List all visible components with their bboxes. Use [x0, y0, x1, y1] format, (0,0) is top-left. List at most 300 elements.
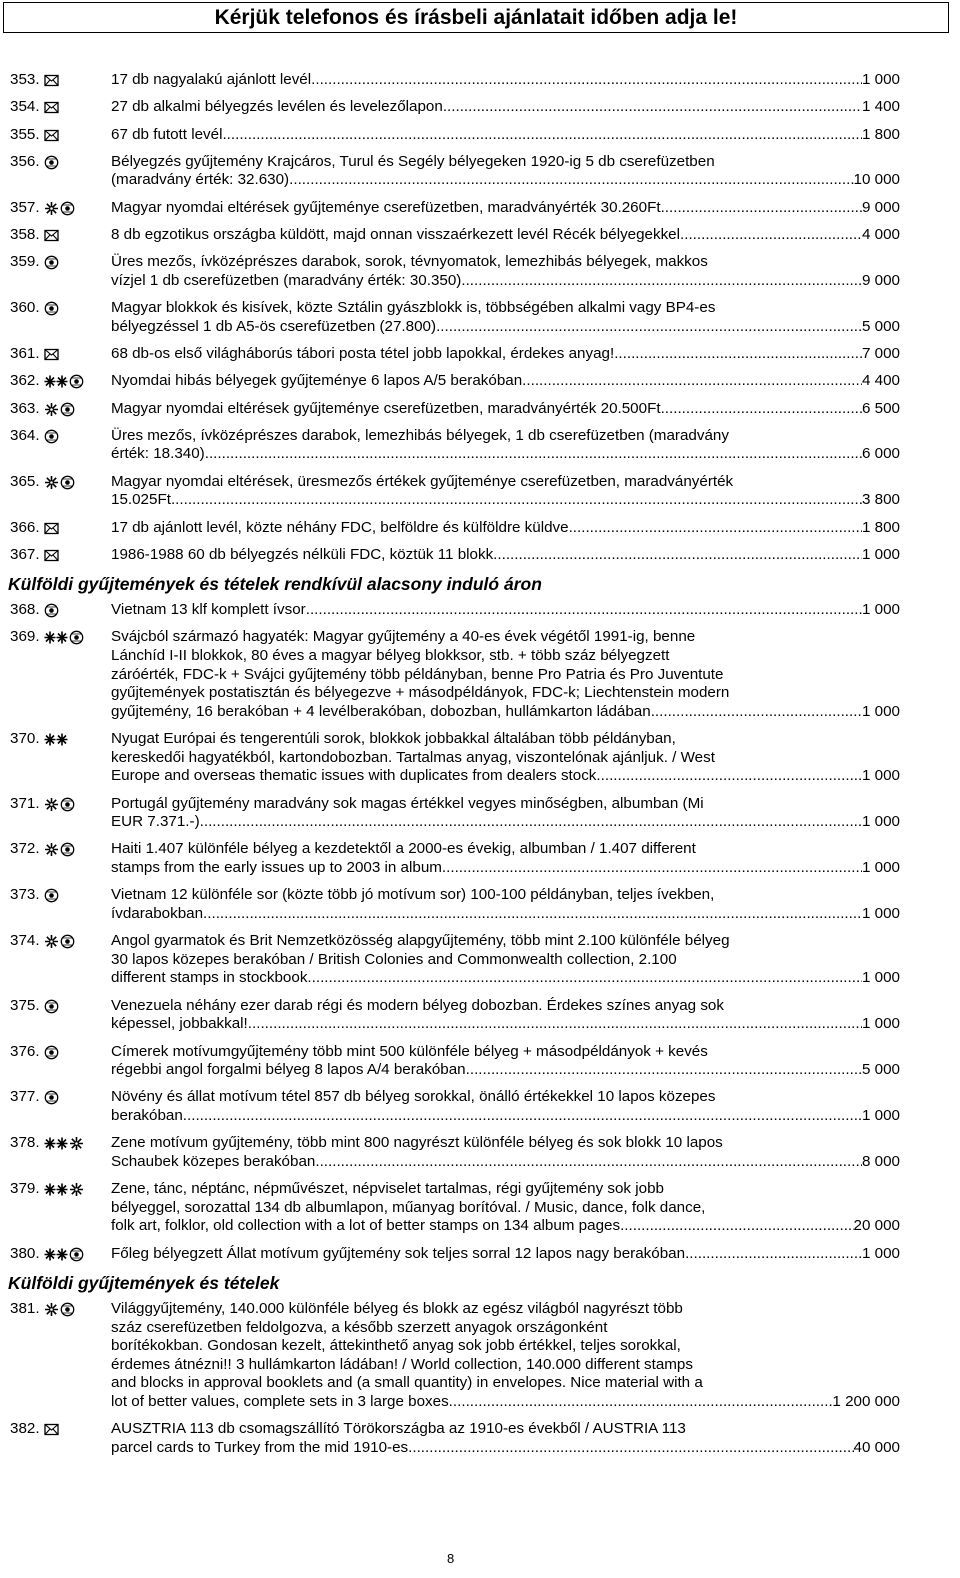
envelope-icon [44, 228, 59, 243]
description-line [111, 272, 900, 291]
description-text: képessel, jobbakkal! [111, 1015, 248, 1033]
lot-number: 377. [10, 1088, 40, 1106]
description-line [111, 199, 900, 218]
mint-nh-icon [44, 630, 68, 645]
lot-description [111, 840, 900, 877]
lot-number: 354. [10, 98, 40, 116]
dot-leader [222, 126, 862, 145]
lot-number: 371. [10, 794, 40, 812]
starting-price: 8 000 [861, 1152, 900, 1170]
description-text: EUR 7.371.-) [111, 813, 200, 831]
lot-item [10, 1300, 900, 1412]
dot-leader [205, 445, 862, 464]
cancelled-icon [44, 255, 59, 270]
lot-item [10, 730, 900, 786]
condition-icons [44, 199, 111, 218]
dot-leader [311, 71, 862, 90]
lot-description [111, 628, 900, 721]
lot-description [111, 1245, 900, 1264]
dot-leader [665, 400, 862, 419]
starting-price: 4 000 [861, 226, 900, 243]
lot-item [10, 1245, 900, 1264]
description-line [111, 1439, 900, 1458]
description-line [111, 491, 900, 510]
description-text: AUSZTRIA 113 db csomagszállító Törökországba az 1910-es évekből / AUSTRIA 113 [111, 1420, 686, 1438]
description-line [111, 1337, 900, 1356]
description-line [111, 299, 900, 318]
description-text: Venezuela néhány ezer darab régi és modern bélyeg dobozban. Érdekes színes anyag sok [111, 996, 724, 1014]
description-line [111, 1420, 900, 1439]
lot-description [111, 730, 900, 786]
description-text: száz cserefüzetben feldolgozva, a később szerzett anyagok országonként [111, 1318, 608, 1336]
lot-item [10, 840, 900, 877]
starting-price: 1 000 [861, 702, 900, 720]
description-text: Bélyegzés gyűjtemény Krajcáros, Turul és Segély bélyegeken 1920-ig 5 db cserefüzetben [111, 152, 715, 170]
description-line [111, 1217, 900, 1236]
starting-price: 1 800 [861, 518, 900, 536]
lot-description [111, 997, 900, 1034]
condition-icons [44, 997, 111, 1034]
lot-description [111, 1300, 900, 1412]
description-line [111, 1015, 900, 1034]
description-text: Főleg bélyegzett Állat motívum gyűjtemény sok teljes sorral 12 lapos nagy berakóban [111, 1244, 686, 1262]
cancelled-icon [69, 374, 84, 389]
description-line [111, 1088, 900, 1107]
lot-description [111, 795, 900, 832]
mint-nh-icon [44, 1182, 68, 1197]
lot-description [111, 299, 900, 336]
page-banner: Kérjük telefonos és írásbeli ajánlatait időben adja le! [3, 2, 949, 33]
starting-price: 9 000 [861, 198, 900, 216]
description-text: Zene motívum gyűjtemény, több mint 800 nagyrészt különféle bélyeg és sok blokk 10 lapos [111, 1134, 723, 1152]
description-text: 1986-1988 60 db bélyegzés nélküli FDC, köztük 11 blokk [111, 545, 494, 563]
description-line [111, 684, 900, 703]
description-line [111, 1374, 900, 1393]
condition-icons [44, 1245, 111, 1264]
starting-price: 7 000 [861, 345, 900, 363]
lot-number: 373. [10, 886, 40, 904]
description-text: Világgyűjtemény, 140.000 különféle bélyeg és blokk az egész világból nagyrészt több [111, 1299, 683, 1317]
dot-leader [436, 318, 862, 337]
description-line [111, 997, 900, 1016]
description-text: Magyar nyomdai eltérések gyűjteménye cserefüzetben, maradványérték 20.500Ft. [111, 399, 665, 417]
description-text: Vietnam 12 különféle sor (közte több jó motívum sor) 100-100 példányban, teljes ívekben, [111, 886, 715, 904]
cancelled-icon [44, 155, 59, 170]
starting-price: 1 000 [861, 1015, 900, 1033]
lot-item [10, 98, 900, 117]
condition-icons [44, 932, 111, 988]
lot-description [111, 427, 900, 464]
condition-icons [44, 427, 111, 464]
lot-description [111, 1180, 900, 1236]
mint-hinged-icon [69, 1182, 84, 1197]
dot-leader [175, 491, 862, 510]
lot-item [10, 519, 900, 538]
cancelled-icon [60, 842, 75, 857]
condition-icons [44, 299, 111, 336]
section-heading: Külföldi gyűjtemények és tételek [8, 1272, 280, 1293]
description-text: Schaubek közepes berakóban [111, 1152, 316, 1170]
lot-item [10, 1420, 900, 1457]
dot-leader [307, 969, 862, 988]
description-text: 68 db-os első világháborús tábori posta tétel jobb lapokkal, érdekes anyag! [111, 345, 615, 363]
starting-price: 40 000 [853, 1438, 900, 1456]
description-line [111, 703, 900, 722]
starting-price: 6 000 [861, 445, 900, 463]
dot-leader [522, 372, 862, 391]
lot-item [10, 427, 900, 464]
condition-icons [44, 153, 111, 190]
condition-icons [44, 71, 111, 90]
description-line [111, 1356, 900, 1375]
auction-lot-list [10, 71, 900, 1466]
condition-icons [44, 126, 111, 145]
description-text: 15.025Ft. [111, 491, 176, 509]
description-text: Magyar nyomdai eltérések, üresmezős értékek gyűjteménye cserefüzetben, maradványérték [111, 472, 734, 490]
lot-number: 368. [10, 601, 40, 619]
description-text: and blocks in approval booklets and (a small quantity) in envelopes. Nice material with a [111, 1374, 703, 1392]
description-text: érték: 18.340) [111, 445, 205, 463]
lot-description [111, 1134, 900, 1171]
description-text: Címerek motívumgyűjtemény több mint 500 különféle bélyeg + másodpéldányok + kevés [111, 1042, 708, 1060]
condition-icons [44, 795, 111, 832]
mint-hinged-icon [44, 934, 59, 949]
dot-leader [466, 1061, 862, 1080]
description-line [111, 951, 900, 970]
mint-hinged-icon [44, 475, 59, 490]
starting-price: 1 000 [861, 1107, 900, 1125]
lot-number: 357. [10, 198, 40, 216]
lot-item [10, 153, 900, 190]
description-text: Vietnam 13 klf komplett ívsor [111, 601, 306, 619]
description-line [111, 886, 900, 905]
cancelled-icon [69, 1247, 84, 1262]
starting-price: 1 000 [861, 1244, 900, 1262]
lot-item [10, 886, 900, 923]
envelope-icon [44, 521, 59, 536]
description-text: lot of better values, complete sets in 3 large boxes. [111, 1392, 453, 1410]
lot-number: 381. [10, 1299, 40, 1317]
starting-price: 1 000 [861, 859, 900, 877]
description-line [111, 400, 900, 419]
description-text: different stamps in stockbook [111, 969, 308, 987]
dot-leader [685, 1245, 862, 1264]
description-line [111, 1134, 900, 1153]
description-text: Magyar blokkok és kisívek, közte Sztálin gyászblokk is, többségében alkalmi vagy BP4-es [111, 299, 716, 317]
description-text: vízjel 1 db cserefüzetben (maradvány érték: 30.350) [111, 271, 462, 289]
starting-price: 1 000 [861, 904, 900, 922]
dot-leader [200, 813, 862, 832]
description-line [111, 905, 900, 924]
dot-leader [203, 905, 862, 924]
description-text: Növény és állat motívum tétel 857 db bélyeg sorokkal, önálló értékekkel 10 lapos közepes [111, 1088, 716, 1106]
cancelled-icon [44, 603, 59, 618]
lot-item [10, 226, 900, 245]
cancelled-icon [60, 402, 75, 417]
lot-number: 380. [10, 1244, 40, 1262]
lot-description [111, 546, 900, 565]
starting-price: 3 800 [861, 491, 900, 509]
description-text: stamps from the early issues up to 2003 in album [111, 859, 442, 877]
starting-price: 1 200 000 [832, 1392, 900, 1410]
lot-description [111, 1420, 900, 1457]
description-text: záróérték, FDC-k + Svájci gyűjtemény több példányban, benne Pro Patria és Pro Juventute [111, 665, 724, 683]
cancelled-icon [44, 429, 59, 444]
dot-leader [680, 226, 862, 245]
description-text: (maradvány érték: 32.630) [111, 171, 290, 189]
lot-number: 358. [10, 226, 40, 243]
lot-item [10, 1134, 900, 1171]
lot-description [111, 519, 900, 538]
condition-icons [44, 730, 111, 786]
description-line [111, 795, 900, 814]
mint-hinged-icon [44, 402, 59, 417]
lot-item [10, 932, 900, 988]
condition-icons [44, 1043, 111, 1080]
envelope-icon [44, 1422, 59, 1437]
mint-nh-icon [44, 374, 68, 389]
lot-description [111, 1043, 900, 1080]
description-line [111, 71, 900, 90]
condition-icons [44, 1300, 111, 1412]
description-line [111, 1043, 900, 1062]
lot-description [111, 199, 900, 218]
description-line [111, 1199, 900, 1218]
lot-description [111, 400, 900, 419]
description-text: folk art, folklor, old collection with a lot of better stamps on 134 album pages [111, 1217, 621, 1235]
description-text: Lánchíd I-II blokkok, 80 éves a magyar bélyeg blokksor, stb. + több száz bélyegzett [111, 647, 670, 665]
dot-leader [289, 171, 853, 190]
description-line [111, 1061, 900, 1080]
lot-number: 374. [10, 932, 40, 950]
description-line [111, 226, 900, 245]
dot-leader [620, 1217, 853, 1236]
dot-leader [614, 345, 862, 364]
description-line [111, 473, 900, 492]
dot-leader [443, 98, 862, 117]
dot-leader [183, 1107, 862, 1126]
lot-description [111, 372, 900, 391]
lot-description [111, 253, 900, 290]
starting-price: 5 000 [861, 317, 900, 335]
description-line [111, 1180, 900, 1199]
lot-description [111, 886, 900, 923]
dot-leader [306, 601, 862, 620]
envelope-icon [44, 128, 59, 143]
description-line [111, 546, 900, 565]
lot-description [111, 473, 900, 510]
dot-leader [569, 519, 862, 538]
description-text: Nyomdai hibás bélyegek gyűjteménye 6 lapos A/5 berakóban [111, 372, 523, 390]
lot-item [10, 126, 900, 145]
dot-leader [665, 199, 862, 218]
description-line [111, 1107, 900, 1126]
lot-item [10, 1180, 900, 1236]
description-line [111, 253, 900, 272]
lot-number: 369. [10, 628, 40, 646]
lot-number: 376. [10, 1042, 40, 1060]
lot-item [10, 628, 900, 721]
description-line [111, 126, 900, 145]
cancelled-icon [44, 301, 59, 316]
description-text: Üres mezős, ívközéprészes darabok, lemezhibás bélyegek, 1 db cserefüzetben (maradvány [111, 426, 729, 444]
lot-item [10, 253, 900, 290]
description-line [111, 666, 900, 685]
lot-item [10, 299, 900, 336]
envelope-icon [44, 73, 59, 88]
description-text: kereskedői hagyatékból, kartondobozban. Tartalmas anyag, viszontelónak ajánljuk. / West [111, 748, 715, 766]
description-line [111, 1245, 900, 1264]
description-line [111, 749, 900, 768]
lot-item [10, 601, 900, 620]
lot-number: 353. [10, 71, 40, 88]
lot-number: 382. [10, 1420, 40, 1438]
description-text: Angol gyarmatok és Brit Nemzetközösség alapgyűjtemény, több mint 2.100 különféle bélyeg [111, 932, 730, 950]
mint-hinged-icon [44, 842, 59, 857]
description-text: Europe and overseas thematic issues with duplicates from dealers stock [111, 767, 597, 785]
envelope-icon [44, 548, 59, 563]
lot-description [111, 126, 900, 145]
dot-leader [461, 272, 862, 291]
description-line [111, 813, 900, 832]
mint-hinged-icon [44, 1302, 59, 1317]
cancelled-icon [60, 201, 75, 216]
description-text: bélyegzéssel 1 db A5-ös cserefüzetben (27.800) [111, 317, 437, 335]
description-line [111, 969, 900, 988]
dot-leader [596, 767, 862, 786]
dot-leader [315, 1153, 862, 1172]
cancelled-icon [60, 1302, 75, 1317]
lot-description [111, 71, 900, 90]
condition-icons [44, 372, 111, 391]
description-line [111, 1153, 900, 1172]
condition-icons [44, 345, 111, 364]
description-line [111, 98, 900, 117]
lot-number: 367. [10, 545, 40, 563]
description-text: Portugál gyűjtemény maradvány sok magas értékkel vegyes minőségben, albumban (Mi [111, 794, 704, 812]
description-text: Magyar nyomdai eltérések gyűjteménye cserefüzetben, maradványérték 30.260Ft. [111, 198, 665, 216]
lot-number: 379. [10, 1180, 40, 1198]
condition-icons [44, 98, 111, 117]
lot-number: 361. [10, 345, 40, 363]
cancelled-icon [44, 1045, 59, 1060]
lot-item [10, 1088, 900, 1125]
cancelled-icon [69, 630, 84, 645]
lot-item [10, 345, 900, 364]
description-text: gyűjtemény, 16 berakóban + 4 levélberakóban, dobozban, hullámkarton ládában [111, 702, 651, 720]
description-text: parcel cards to Turkey from the mid 1910-es [111, 1438, 409, 1456]
section-heading: Külföldi gyűjtemények és tételek rendkívül alacsony induló áron [8, 574, 542, 595]
condition-icons [44, 1420, 111, 1457]
description-text: régebbi angol forgalmi bélyeg 8 lapos A/4 berakóban [111, 1061, 466, 1079]
description-line [111, 171, 900, 190]
mint-hinged-icon [44, 797, 59, 812]
description-text: 27 db alkalmi bélyegzés levélen és levelezőlapon [111, 98, 443, 116]
condition-icons [44, 601, 111, 620]
lot-number: 375. [10, 996, 40, 1014]
lot-number: 378. [10, 1134, 40, 1152]
starting-price: 1 000 [861, 545, 900, 563]
description-text: borítékokban. Gondosan kezelt, áttekinthető anyag sok jobb értékkel, teljes sorokkal, [111, 1337, 681, 1355]
dot-leader [248, 1015, 862, 1034]
condition-icons [44, 1134, 111, 1171]
condition-icons [44, 519, 111, 538]
lot-description [111, 601, 900, 620]
starting-price: 1 400 [861, 98, 900, 116]
description-text: 17 db nagyalakú ajánlott levél [111, 71, 312, 88]
lot-item [10, 372, 900, 391]
starting-price: 6 500 [861, 399, 900, 417]
condition-icons [44, 400, 111, 419]
lot-item [10, 997, 900, 1034]
dot-leader [408, 1439, 853, 1458]
description-line [111, 840, 900, 859]
envelope-icon [44, 100, 59, 115]
description-text: 8 db egzotikus országba küldött, majd onnan visszaérkezett levél Récék bélyegekkel [111, 226, 681, 243]
description-text: Nyugat Európai és tengerentúli sorok, blokkok jobbakkal általában több példányban, [111, 730, 676, 748]
lot-description [111, 932, 900, 988]
lot-number: 365. [10, 472, 40, 490]
condition-icons [44, 226, 111, 245]
cancelled-icon [60, 934, 75, 949]
starting-price: 1 000 [861, 601, 900, 619]
condition-icons [44, 628, 111, 721]
description-text: 30 lapos közepes berakóban / British Colonies and Commonwealth collection, 2.100 [111, 950, 677, 968]
lot-item [10, 71, 900, 90]
lot-number: 372. [10, 840, 40, 858]
lot-item [10, 546, 900, 565]
dot-leader [651, 703, 862, 722]
description-line [111, 372, 900, 391]
condition-icons [44, 473, 111, 510]
starting-price: 1 000 [861, 71, 900, 88]
description-text: Zene, tánc, néptánc, népművészet, népviselet tartalmas, régi gyűjtemény sok jobb [111, 1180, 664, 1198]
lot-description [111, 345, 900, 364]
starting-price: 1 000 [861, 969, 900, 987]
description-line [111, 1393, 900, 1412]
description-text: bélyeggel, sorozattal 134 db albumlapon, műanyag borítóval. / Music, dance, folk dance, [111, 1198, 706, 1216]
mint-nh-icon [44, 1247, 68, 1262]
mint-nh-icon [44, 1136, 68, 1151]
description-line [111, 767, 900, 786]
mint-hinged-icon [44, 201, 59, 216]
lot-item [10, 400, 900, 419]
description-line [111, 601, 900, 620]
description-text: érdemes átnézni!! 3 hullámkarton ládában! / World collection, 140.000 different stamps [111, 1355, 693, 1373]
description-text: Svájcból származó hagyaték: Magyar gyűjtemény a 40-es évek végétől 1991-ig, benne [111, 628, 696, 646]
dot-leader [493, 546, 862, 565]
description-line [111, 318, 900, 337]
lot-number: 366. [10, 518, 40, 536]
lot-description [111, 226, 900, 245]
page-number: 8 [447, 1551, 455, 1566]
lot-item [10, 795, 900, 832]
starting-price: 20 000 [853, 1217, 900, 1235]
description-line [111, 345, 900, 364]
starting-price: 1 800 [861, 125, 900, 143]
mint-nh-icon [44, 732, 68, 747]
lot-number: 363. [10, 399, 40, 417]
description-line [111, 153, 900, 172]
lot-description [111, 153, 900, 190]
lot-number: 370. [10, 730, 40, 748]
lot-number: 359. [10, 253, 40, 271]
starting-price: 10 000 [853, 171, 900, 189]
description-line [111, 1319, 900, 1338]
cancelled-icon [44, 999, 59, 1014]
cancelled-icon [60, 475, 75, 490]
condition-icons [44, 1088, 111, 1125]
